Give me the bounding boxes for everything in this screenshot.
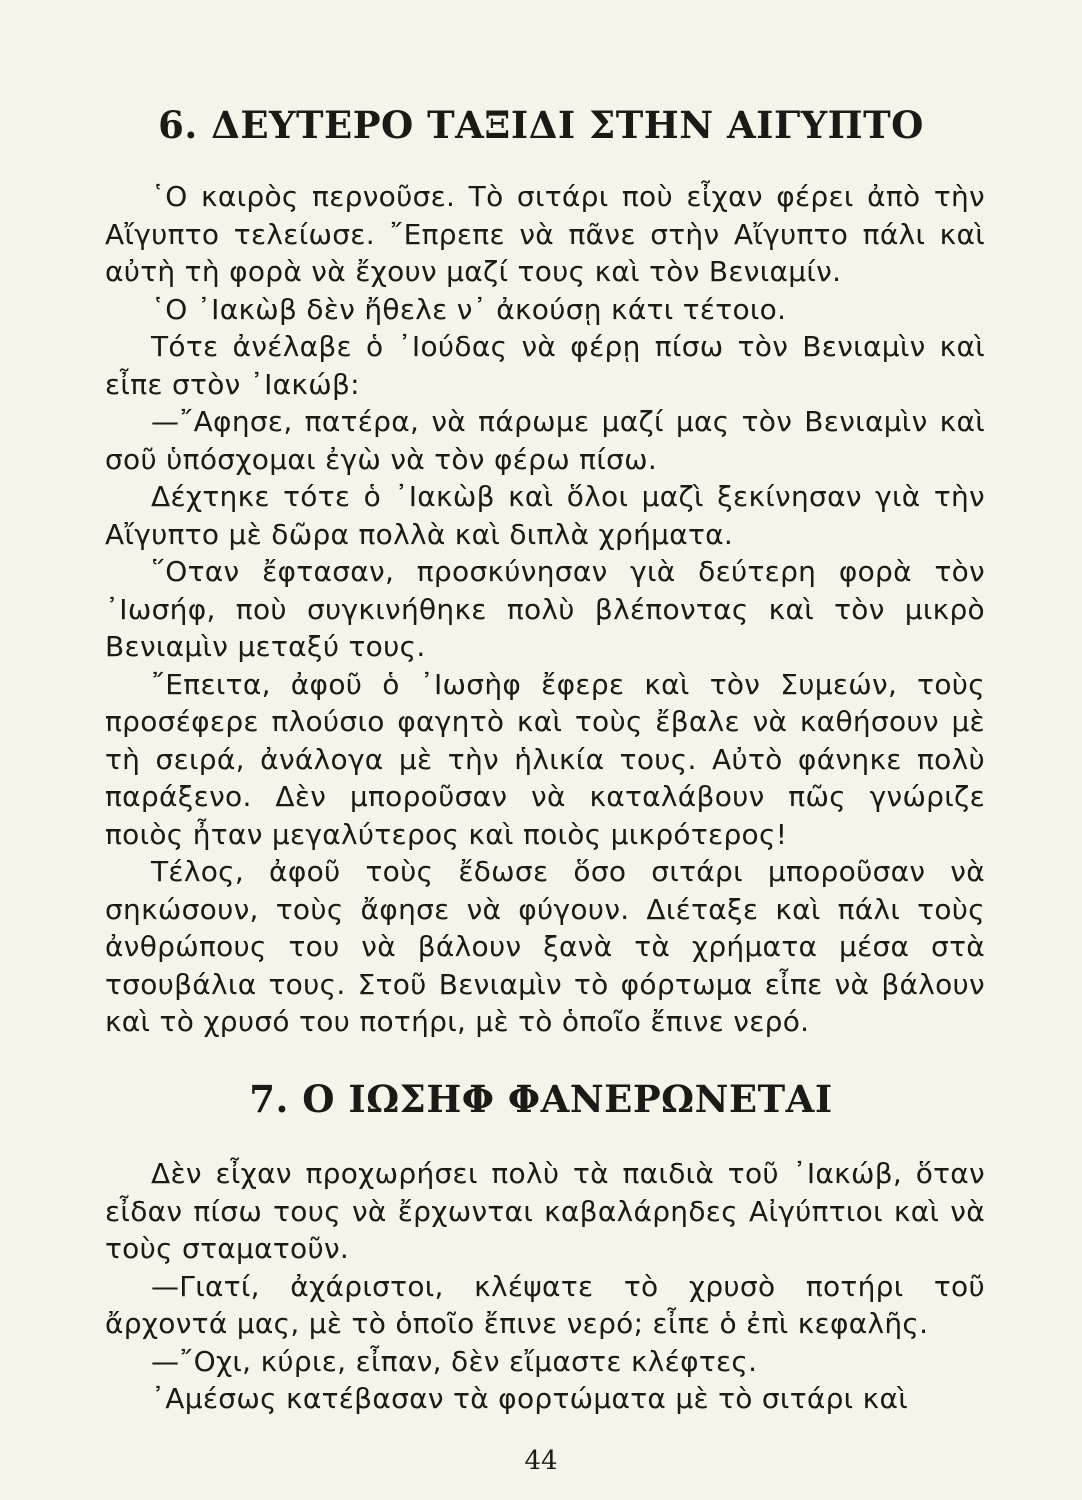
paragraph: Τέλος, ἀφοῦ τοὺς ἔδωσε ὅσο σιτάρι μποροῦσαν νὰ σηκώσουν, τοὺς ἄφησε νὰ φύγουν. Διέταξε καὶ πάλι τοὺς ἀνθρώπους του νὰ βάλουν ξανὰ τὰ χρήματα μέσα στὰ τσουβάλια τους. Στοῦ Βενιαμὶν τὸ φόρτωμα εἶπε νὰ βάλουν καὶ τὸ χρυσό του ποτήρι, μὲ τὸ ὁποῖο ἔπινε νερό. bbox=[105, 855, 985, 1038]
paragraph: Τότε ἀνέλαβε ὁ ᾿Ιούδας νὰ φέρῃ πίσω τὸν Βενιαμὶν καὶ εἶπε στὸν ᾿Ιακώβ: bbox=[105, 330, 985, 401]
paragraph: —῎Οχι, κύριε, εἶπαν, δὲν εἴμαστε κλέφτες. bbox=[151, 1344, 758, 1378]
paragraph: —῎Αφησε, πατέρα, νὰ πάρωμε μαζί μας τὸν Βενιαμὶν καὶ σοῦ ὑπόσχομαι ἐγὼ νὰ τὸν φέρω πίσω. bbox=[105, 405, 985, 476]
section-7-title: 7. Ο ΙΩΣΗΦ ΦΑΝΕΡΩΝΕΤΑΙ bbox=[249, 1077, 833, 1121]
paragraph: ῞Οταν ἔφτασαν, προσκύνησαν γιὰ δεύτερη φορὰ τὸν ᾿Ιωσήφ, ποὺ συγκινήθηκε πολὺ βλέποντας καὶ τὸν μικρὸ Βενιαμὶν μεταξύ τους. bbox=[105, 555, 985, 663]
page-number: 44 bbox=[524, 1446, 558, 1476]
paragraph: ῾Ο καιρὸς περνοῦσε. Τὸ σιτάρι ποὺ εἶχαν φέρει ἀπὸ τὴν Αἴγυπτο τελείωσε. ῎Επρεπε νὰ πᾶνε στὴν Αἴγυπτο πάλι καὶ αὐτὴ τὴ φορὰ νὰ ἔχουν μαζί τους καὶ τὸν Βενιαμίν. bbox=[105, 180, 985, 288]
paragraph: ῾Ο ᾿Ιακὼβ δὲν ἤθελε ν᾿ ἀκούσῃ κάτι τέτοιο. bbox=[151, 292, 787, 326]
section-6-body bbox=[105, 178, 985, 1041]
paragraph: Δέχτηκε τότε ὁ ᾿Ιακὼβ καὶ ὅλοι μαζὶ ξεκίνησαν γιὰ τὴν Αἴγυπτο μὲ δῶρα πολλὰ καὶ διπλὰ χρήματα. bbox=[105, 480, 985, 551]
paragraph: —Γιατί, ἀχάριστοι, κλέψατε τὸ χρυσὸ ποτήρι τοῦ ἄρχοντά μας, μὲ τὸ ὁποῖο ἔπινε νερό; εἶπε ὁ ἐπὶ κεφαλῆς. bbox=[105, 1269, 985, 1340]
paragraph: ῎Επειτα, ἀφοῦ ὁ ᾿Ιωσὴφ ἔφερε καὶ τὸν Συμεών, τοὺς προσέφερε πλούσιο φαγητὸ καὶ τοὺς ἔβαλε νὰ καθήσουν μὲ τὴ σειρά, ἀνάλογα μὲ τὴν ἡλικία τους. Αὐτὸ φάνηκε πολὺ παράξενο. Δὲν μποροῦσαν νὰ καταλάβουν πῶς γνώριζε ποιὸς ἦταν μεγαλύτερος καὶ ποιὸς μικρότερος! bbox=[105, 667, 985, 851]
section-7-body bbox=[105, 1155, 985, 1418]
paragraph: ᾿Αμέσως κατέβασαν τὰ φορτώματα μὲ τὸ σιτάρι καὶ bbox=[151, 1382, 908, 1415]
section-6-title: 6. ΔΕΥΤΕΡΟ ΤΑΞΙΔΙ ΣΤΗΝ ΑΙΓΥΠΤΟ bbox=[158, 103, 924, 147]
paragraph: Δὲν εἶχαν προχωρήσει πολὺ τὰ παιδιὰ τοῦ ᾿Ιακώβ, ὅταν εἶδαν πίσω τους νὰ ἔρχωνται καβαλάρηδες Αἰγύπτιοι καὶ νὰ τοὺς σταματοῦν. bbox=[105, 1157, 985, 1265]
